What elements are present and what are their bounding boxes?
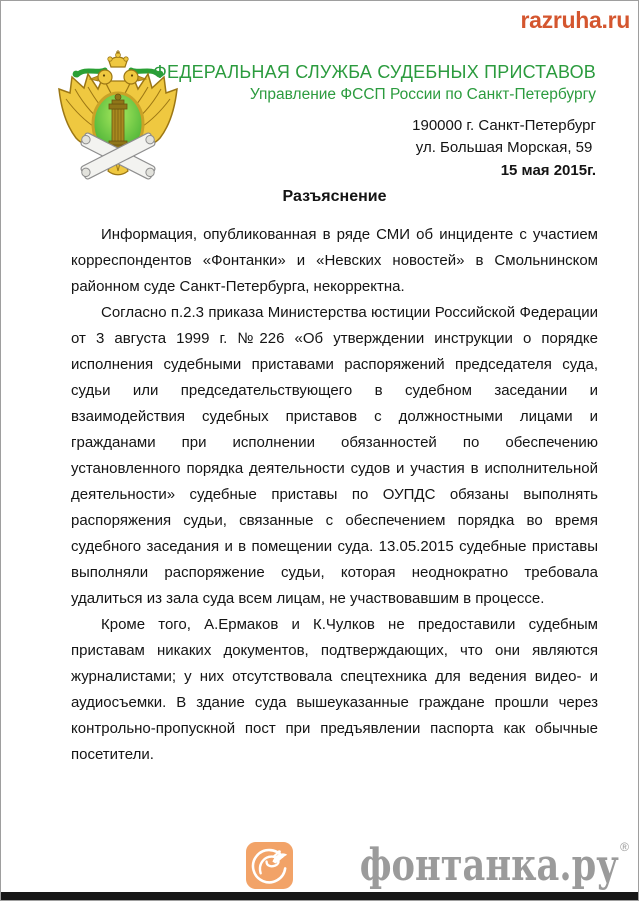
- document-body: [71, 222, 598, 768]
- org-name: ФЕДЕРАЛЬНАЯ СЛУЖБА СУДЕБНЫХ ПРИСТАВОВ: [153, 62, 596, 82]
- letterhead-org-block: [153, 60, 596, 106]
- paragraph-2: Согласно п.2.3 приказа Министерства юстиции Российской Федерации от 3 августа 1999 г. №226 «Об утверждении инструкции о порядке исполнения судебными приставами распоряжений председателя суда, судьи или председательствующего в судебном заседании и взаимодействия судебных приставов с должностными лицами и гражданами при исполнении обязанностей по обеспечению установленного порядка деятельности судов и участия в исполнительной деятельности» судебные приставы по ОУПДС обязаны выполнять распоряжения судьи, связанные с обеспечением порядка во время судебного заседания и в помещении суда. 13.05.2015 судебные приставы выполняли распоряжение судьи, которая неоднократно требовала удалиться из зала суда всем лицам, не участвовавшим в процессе.: [71, 304, 598, 607]
- fontanka-bird-icon: [246, 842, 293, 889]
- document-date: 15 мая 2015г.: [500, 162, 596, 179]
- fontanka-logo: [246, 842, 629, 889]
- crown: [108, 50, 128, 67]
- paragraph-1: Информация, опубликованная в ряде СМИ об инциденте с участием корреспондентов «Фонтанки» и «Невских новостей» в Смольнинском районном суде Санкт-Петербурга, некорректна.: [71, 226, 598, 295]
- razruha-watermark: razruha.ru: [520, 7, 630, 33]
- address-line-2: ул. Большая Морская, 59: [415, 139, 593, 156]
- paragraph-3: Кроме того, А.Ермаков и К.Чулков не предоставили судебным приставам никаких документов, подтверждающих, что они являются журналистами; у них отсутствовала спецтехника для ведения видео- и аудиосъемки. В здание суда вышеуказанные граждане прошли через контрольно-пропускной пост при предъявлении паспорта как обычные посетители.: [71, 616, 598, 763]
- fontanka-wordmark: фонтанка.ру: [360, 840, 620, 891]
- org-division: Управление ФССП России по Санкт-Петербургу: [249, 86, 596, 103]
- address-block: [412, 115, 596, 159]
- bottom-edge-bar: [1, 892, 638, 900]
- document-title: Разъяснение: [282, 188, 387, 205]
- address-line-1: 190000 г. Санкт-Петербург: [412, 117, 596, 134]
- registered-trademark-symbol: ®: [620, 840, 629, 854]
- ribbon: [77, 70, 159, 75]
